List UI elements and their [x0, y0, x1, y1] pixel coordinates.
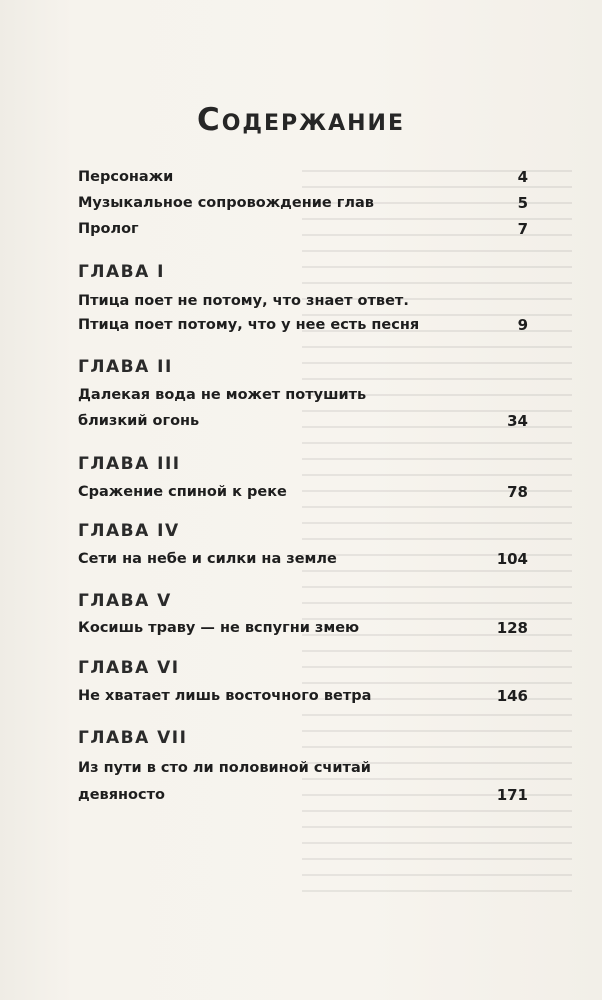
chapter-4-title-line-1: Сети на небе и силки на земле 104	[78, 550, 528, 568]
chapter-2-page: 34	[507, 412, 528, 430]
chapter-3-page: 78	[507, 483, 528, 501]
toc-entry-label: Пролог	[78, 221, 139, 237]
chapter-5-title-line-1: Косишь траву — не вспугни змею 128	[78, 619, 528, 637]
toc-entry-music	[78, 192, 548, 214]
toc-entry-label: Музыкальное сопровождение глав	[78, 195, 374, 211]
chapter-4-page: 104	[496, 550, 528, 568]
page-title: Содержание	[196, 102, 405, 138]
chapter-6-page: 146	[496, 687, 528, 705]
chapter-3-heading: ГЛАВА III	[78, 454, 181, 474]
chapter-2-title-line-2: близкий огонь 34	[78, 412, 528, 430]
chapter-2-heading: ГЛАВА II	[78, 357, 173, 377]
chapter-5-page: 128	[496, 619, 528, 637]
chapter-1-heading: ГЛАВА I	[78, 262, 165, 282]
toc-entry-page: 7	[517, 220, 528, 238]
toc-entry-characters	[78, 166, 548, 188]
toc-entry-prologue	[78, 218, 548, 240]
chapter-6-heading: ГЛАВА VI	[78, 658, 180, 678]
chapter-2-title-line-1: Далекая вода не может потушить	[78, 387, 367, 403]
toc-entry-label: Персонажи	[78, 169, 174, 185]
chapter-7-heading: ГЛАВА VII	[78, 728, 188, 748]
chapter-3-title-line-1: Сражение спиной к реке 78	[78, 483, 528, 501]
chapter-7-title-line-2: девяносто 171	[78, 786, 528, 804]
chapter-7-page: 171	[496, 786, 528, 804]
chapter-6-title-line-1: Не хватает лишь восточного ветра 146	[78, 687, 528, 705]
toc-entry-page: 4	[517, 168, 528, 186]
chapter-4-heading: ГЛАВА IV	[78, 521, 180, 541]
chapter-1-title-line-2: Птица поет потому, что у нее есть песня 9	[78, 316, 528, 334]
chapter-1-page: 9	[517, 316, 528, 334]
chapter-5-heading: ГЛАВА V	[78, 591, 172, 611]
chapter-7-title-line-1: Из пути в сто ли половиной считай	[78, 760, 371, 776]
chapter-1-title-line-1: Птица поет не потому, что знает ответ.	[78, 293, 409, 309]
toc-entry-page: 5	[517, 194, 528, 212]
